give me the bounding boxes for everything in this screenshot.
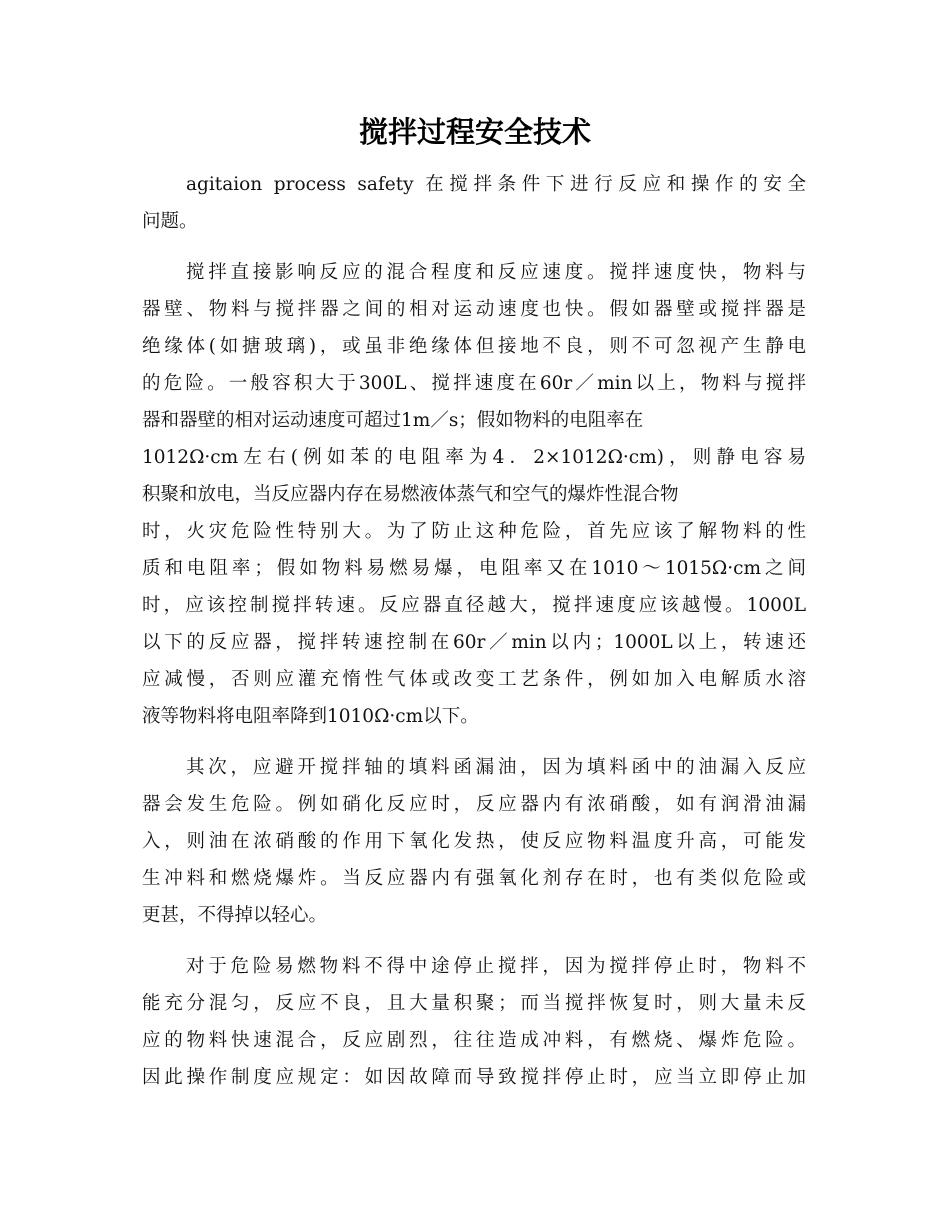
text-line: 应减慢，否则应灌充惰性气体或改变工艺条件，例如加入电解质水溶: [142, 669, 806, 690]
text-line: 积聚和放电，当反应器内存在易燃液体蒸气和空气的爆炸性混合物: [142, 484, 679, 505]
text-line: 入，则油在浓硝酸的作用下氧化发热，使反应物料温度升高，可能发: [142, 831, 806, 852]
text-line: 问题。: [142, 211, 198, 232]
text-line: 液等物料将电阻率降到1010Ω·cm以下。: [142, 706, 479, 727]
text-line: 器和器壁的相对运动速度可超过1m／s；假如物料的电阻率在: [142, 410, 644, 431]
text-line: 更甚，不得掉以轻心。: [142, 905, 328, 926]
text-line: 质和电阻率；假如物料易燃易爆，电阻率又在1010～1015Ω·cm之间: [142, 558, 806, 579]
text-line: 绝缘体(如搪玻璃)，或虽非绝缘体但接地不良，则不可忽视产生静电: [142, 336, 806, 357]
text-line: 的危险。一般容积大于300L、搅拌速度在60r／min以上，物料与搅拌: [142, 373, 806, 394]
text-line: 1012Ω·cm左右(例如苯的电阻率为4．2×1012Ω·cm)，则静电容易: [142, 447, 806, 468]
paragraph-oil-leak: [142, 749, 806, 934]
text-line: 能充分混匀，反应不良，且大量积聚；而当搅拌恢复时，则大量未反: [142, 993, 806, 1014]
text-line: 器会发生危险。例如硝化反应时，反应器内有浓硝酸，如有润滑油漏: [142, 794, 806, 815]
text-line: 对于危险易燃物料不得中途停止搅拌，因为搅拌停止时，物料不: [186, 956, 806, 977]
paragraph-static-electricity: [142, 254, 806, 735]
text-line: 以下的反应器，搅拌转速控制在60r／min以内；1000L以上，转速还: [142, 632, 806, 653]
text-line: 时，应该控制搅拌转速。反应器直径越大，搅拌速度应该越慢。1000L: [142, 595, 806, 616]
text-line: agitaion process safety 在搅拌条件下进行反应和操作的安全: [186, 174, 806, 195]
paragraph-stop-agitation: [142, 948, 806, 1096]
text-line: 器壁、物料与搅拌器之间的相对运动速度也快。假如器壁或搅拌器是: [142, 299, 806, 320]
text-line: 其次，应避开搅拌轴的填料函漏油，因为填料函中的油漏入反应: [186, 757, 806, 778]
text-line: 搅拌直接影响反应的混合程度和反应速度。搅拌速度快，物料与: [186, 262, 806, 283]
text-line: 因此操作制度应规定：如因故障而导致搅拌停止时，应当立即停止加: [142, 1067, 806, 1088]
document-title: 搅拌过程安全技术: [358, 115, 591, 149]
text-line: 时，火灾危险性特别大。为了防止这种危险，首先应该了解物料的性: [142, 521, 806, 542]
text-line: 应的物料快速混合，反应剧烈，往往造成冲料，有燃烧、爆炸危险。: [142, 1030, 806, 1051]
document-body: [142, 166, 806, 1096]
text-line: 生冲料和燃烧爆炸。当反应器内有强氧化剂存在时，也有类似危险或: [142, 868, 806, 889]
paragraph-intro: [142, 166, 806, 240]
